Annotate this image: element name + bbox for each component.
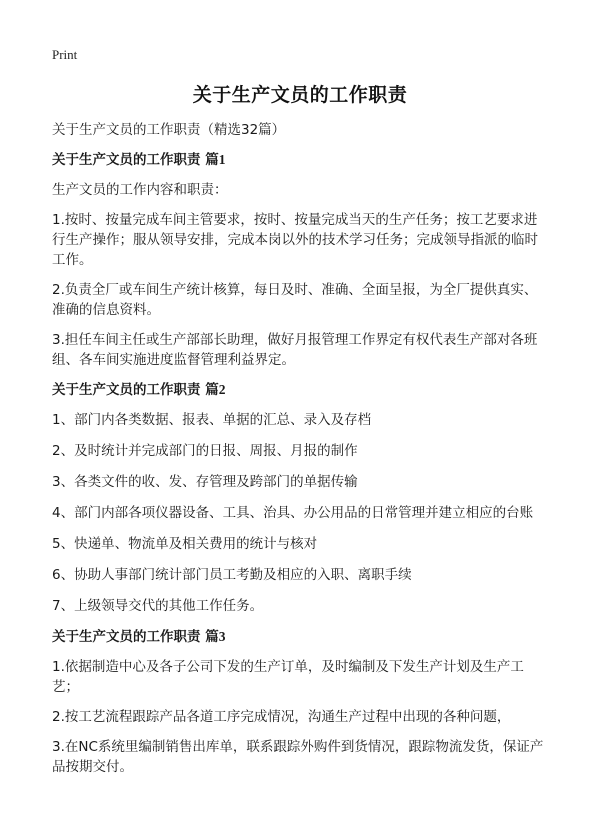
list-item: 6、协助人事部门统计部门员工考勤及相应的入职、离职手续 (52, 567, 412, 583)
paragraph: 1.依据制造中心及各子公司下发的生产订单，及时编制及下发生产计划及生产工艺； (52, 659, 524, 695)
section-heading-number: 1 (218, 152, 226, 167)
list-item: 3、各类文件的收、发、存管理及跨部门的单据传输 (52, 474, 358, 490)
section-2 (52, 380, 548, 616)
section-heading-text: 关于生产文员的工作职责 篇 (52, 382, 219, 398)
section-heading-text: 关于生产文员的工作职责 篇 (52, 629, 219, 645)
list-item: 5、快递单、物流单及相关费用的统计与核对 (52, 536, 318, 552)
paragraph: 1.按时、按量完成车间主管要求，按时、按量完成当天的生产任务；按工艺要求进行生产操作；服从领导安排，完成本岗以外的技术学习任务；完成领导指派的临时工作。 (52, 212, 538, 268)
section-heading-number: 3 (218, 629, 226, 644)
list-item: 4、部门内部各项仪器设备、工具、治具、办公用品的日常管理并建立相应的台账 (52, 505, 534, 521)
list-item: 2、及时统计并完成部门的日报、周报、月报的制作 (52, 443, 358, 459)
section-heading (52, 150, 548, 170)
document-body (52, 120, 548, 787)
paragraph: 2.按工艺流程跟踪产品各道工序完成情况，沟通生产过程中出现的各种问题， (52, 709, 511, 725)
document-title: 关于生产文员的工作职责 (192, 84, 408, 106)
section-3 (52, 627, 548, 777)
section-heading (52, 627, 548, 647)
section-heading-number: 2 (218, 382, 226, 397)
list-item: 1、部门内各类数据、报表、单据的汇总、录入及存档 (52, 412, 372, 428)
section-heading (52, 380, 548, 400)
print-label: Print (52, 47, 78, 62)
list-item: 7、上级领导交代的其他工作任务。 (52, 598, 264, 614)
section-1 (52, 150, 548, 370)
section-heading-text: 关于生产文员的工作职责 篇 (52, 152, 219, 168)
document-subtitle: 关于生产文员的工作职责（精选32篇） (52, 122, 286, 138)
paragraph: 2.负责全厂或车间生产统计核算，每日及时、准确、全面呈报，为全厂提供真实、准确的信息资料。 (52, 282, 538, 318)
paragraph: 3.担任车间主任或生产部部长助理，做好月报管理工作界定有权代表生产部对各班组、各车间实施进度监督管理利益界定。 (52, 332, 538, 368)
paragraph: 生产文员的工作内容和职责： (52, 182, 228, 198)
paragraph: 3.在NC系统里编制销售出库单，联系跟踪外购件到货情况，跟踪物流发货，保证产品按期交付。 (52, 739, 544, 775)
